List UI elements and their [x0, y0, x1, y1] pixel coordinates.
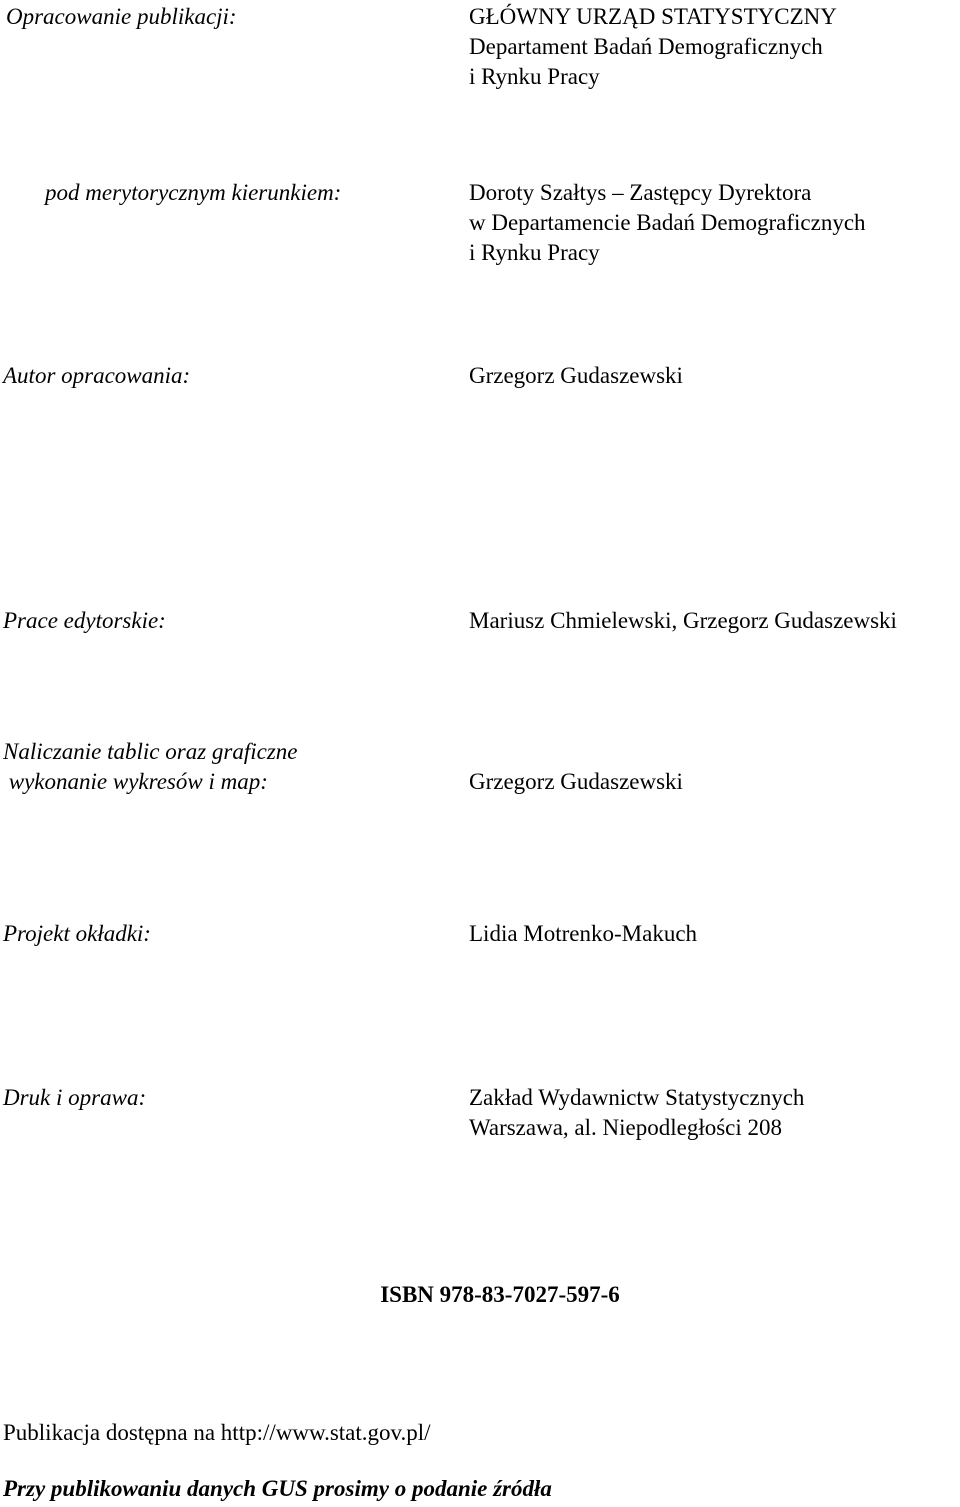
credit-label-cover: [3, 919, 151, 949]
credit-value-line: Mariusz Chmielewski, Grzegorz Gudaszewski: [469, 608, 897, 633]
credit-label-line: Prace edytorskie:: [3, 608, 166, 633]
citation-note: Przy publikowaniu danych GUS prosimy o podanie źródła: [3, 1476, 552, 1501]
credit-label-line: Druk i oprawa:: [3, 1085, 147, 1110]
credit-value-editing: [469, 606, 897, 636]
availability-note: Publikacja dostępna na http://www.stat.gov.pl/: [3, 1420, 431, 1445]
credit-label-line: Projekt okładki:: [3, 921, 151, 946]
credit-value-line: Grzegorz Gudaszewski: [469, 363, 683, 388]
credit-value-line: Doroty Szałtys – Zastępcy Dyrektora: [469, 180, 812, 205]
credit-value-line: Departament Badań Demograficznych: [469, 34, 823, 59]
isbn: ISBN 978-83-7027-597-6: [380, 1282, 620, 1307]
credit-label-line: pod merytorycznym kierunkiem:: [45, 180, 342, 205]
credit-label-line: Autor opracowania:: [3, 363, 191, 388]
credit-value-line: Grzegorz Gudaszewski: [469, 769, 683, 794]
credit-value-tables-charts: [469, 767, 683, 797]
credit-label-line: wykonanie wykresów i map:: [3, 769, 268, 794]
credit-label-line: Opracowanie publikacji:: [6, 4, 237, 29]
credit-label-supervision: [45, 178, 341, 208]
credit-label-tables-charts: [3, 737, 298, 797]
credit-label-publication: [6, 2, 237, 32]
credit-value-line: i Rynku Pracy: [469, 64, 600, 89]
credit-value-line: Zakład Wydawnictw Statystycznych: [469, 1085, 805, 1110]
credit-value-cover: [469, 919, 697, 949]
credit-value-line: i Rynku Pracy: [469, 240, 600, 265]
credit-label-author: [3, 361, 190, 391]
credit-value-line: Warszawa, al. Niepodległości 208: [469, 1115, 783, 1140]
credit-label-line: Naliczanie tablic oraz graficzne: [3, 739, 298, 764]
credit-value-line: GŁÓWNY URZĄD STATYSTYCZNY: [469, 4, 837, 29]
credit-value-printing: [469, 1083, 804, 1143]
credit-value-line: w Departamencie Badań Demograficznych: [469, 210, 866, 235]
credit-value-supervision: [469, 178, 866, 268]
credit-value-line: Lidia Motrenko-Makuch: [469, 921, 698, 946]
credit-value-publication: [469, 2, 837, 92]
credit-value-author: [469, 361, 683, 391]
credit-label-printing: [3, 1083, 146, 1113]
credit-label-editing: [3, 606, 166, 636]
